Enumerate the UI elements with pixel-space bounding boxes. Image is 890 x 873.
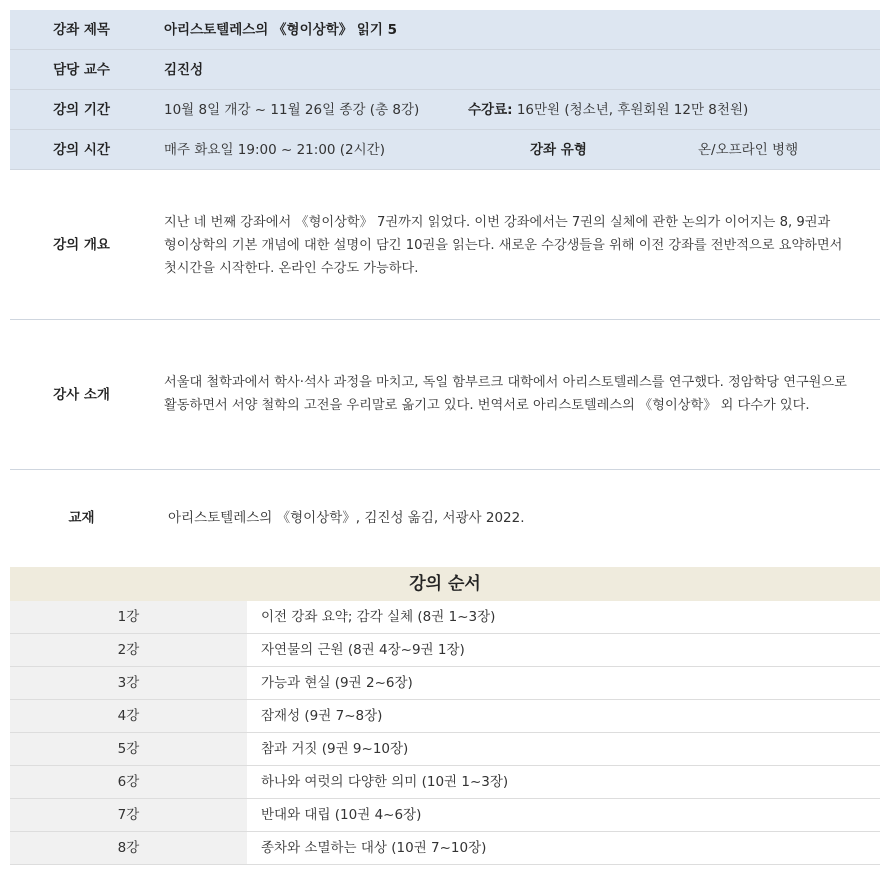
schedule-table [10,567,880,865]
time-label: 강의 시간 [53,142,110,158]
session-topic: 이전 강좌 요약; 감각 실체 (8권 1~3장) [261,609,496,625]
session-topic: 자연물의 근원 (8권 4장~9권 1장) [261,642,465,658]
schedule-row [10,700,880,733]
fee-label: 수강료: [468,102,513,118]
textbook-label: 교재 [68,510,95,526]
session-number: 4강 [10,700,247,732]
type-value: 온/오프라인 병행 [698,142,799,158]
time-row [10,130,880,170]
fee-value: 16만원 (청소년, 후원회원 12만 8천원) [512,102,749,118]
session-topic: 잠재성 (9권 7~8장) [261,708,383,724]
session-topic: 종차와 소멸하는 대상 (10권 7~10장) [261,840,487,856]
schedule-row [10,733,880,766]
schedule-row [10,634,880,667]
session-number: 2강 [10,634,247,666]
type-label: 강좌 유형 [530,142,587,158]
session-topic: 반대와 대립 (10권 4~6장) [261,807,422,823]
schedule-heading: 강의 순서 [10,567,880,601]
professor-name: 김진성 [164,62,204,78]
course-title: 아리스토텔레스의 《형이상학》 읽기 5 [164,22,398,38]
session-number: 3강 [10,667,247,699]
session-number: 5강 [10,733,247,765]
session-topic: 가능과 현실 (9권 2~6장) [261,675,413,691]
session-topic: 하나와 여럿의 다양한 의미 (10권 1~3장) [261,774,509,790]
schedule-row [10,667,880,700]
instructor-text: 서울대 철학과에서 학사·석사 과정을 마치고, 독일 함부르크 대학에서 아리스토텔레스를 연구했다. 정암학당 연구원으로 활동하면서 서양 철학의 고전을 우리말로 옮기고 있다. 번역서로 아리스토텔레스의 《형이상학》 외 다수가 있다. [164,375,847,413]
period-value: 10월 8일 개강 ~ 11월 26일 종강 (총 8강) [164,102,420,118]
session-topic: 참과 거짓 (9권 9~10장) [261,741,409,757]
textbook-row [10,470,880,567]
course-info-table [10,10,880,865]
title-label: 강좌 제목 [53,22,110,38]
fee-info [468,90,748,130]
session-number: 1강 [10,601,247,633]
period-label: 강의 기간 [53,102,110,118]
instructor-label: 강사 소개 [53,387,110,403]
overview-row [10,170,880,320]
instructor-row [10,320,880,470]
textbook-value: 아리스토텔레스의 《형이상학》, 김진성 옮김, 서광사 2022. [168,510,525,526]
session-number: 8강 [10,832,247,864]
schedule-rows [10,601,880,865]
schedule-row [10,601,880,634]
overview-label: 강의 개요 [53,237,110,253]
schedule-row [10,832,880,865]
professor-label: 담당 교수 [53,62,110,78]
time-value: 매주 화요일 19:00 ~ 21:00 (2시간) [164,142,385,158]
session-number: 6강 [10,766,247,798]
overview-text: 지난 네 번째 강좌에서 《형이상학》 7권까지 읽었다. 이번 강좌에서는 7권의 실체에 관한 논의가 이어지는 8, 9권과 형이상학의 기본 개념에 대한 설명이 담긴 10권을 읽는다. 새로운 수강생들을 위해 이전 강좌를 전반적으로 요약하면서 첫시간을 시작한다. 온라인 수강도 가능하다. [164,215,843,276]
professor-row [10,50,880,90]
period-row [10,90,880,130]
schedule-row [10,766,880,799]
schedule-row [10,799,880,832]
title-row [10,10,880,50]
session-number: 7강 [10,799,247,831]
